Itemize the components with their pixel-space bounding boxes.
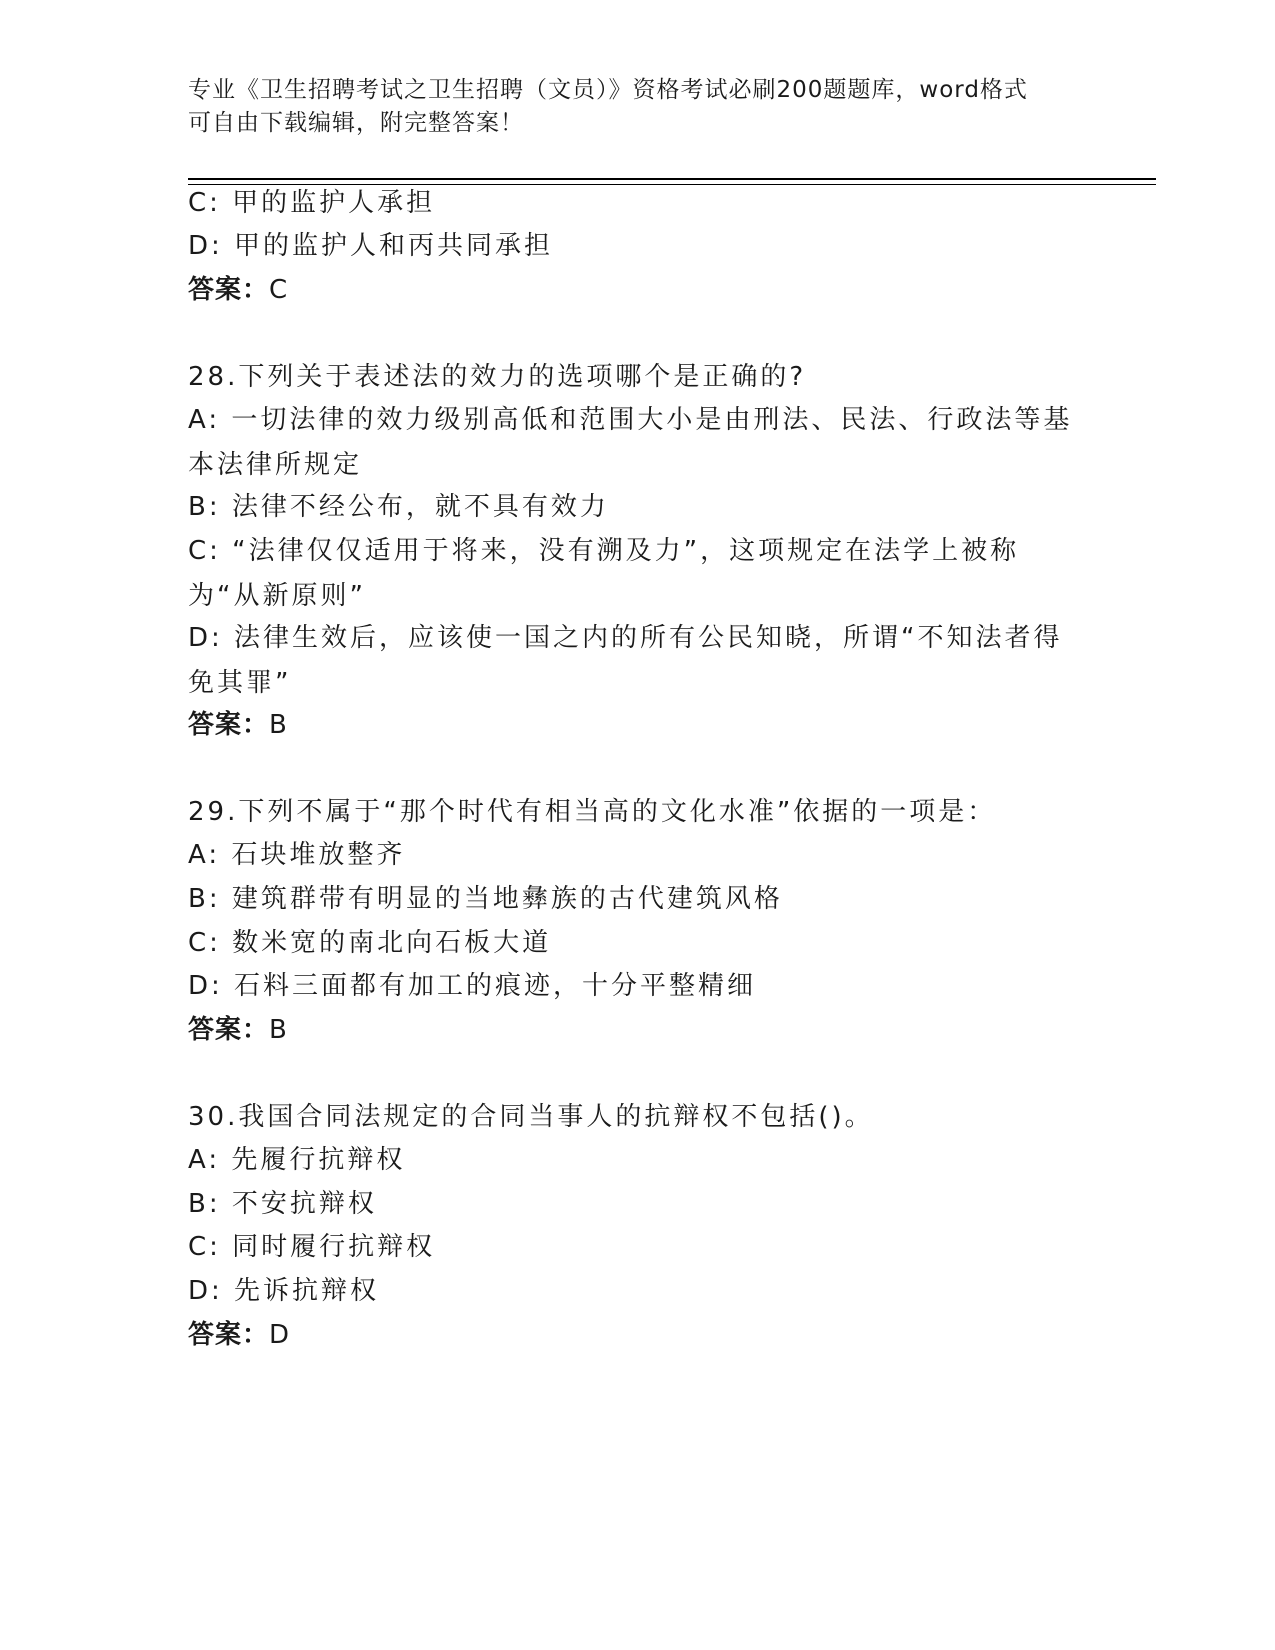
answer-label: 答案： [188,710,270,740]
q28-option-a: A: 一切法律的效力级别高低和范围大小是由刑法、民法、行政法等基本法律所规定 [188,405,1073,480]
q28-question: 28.下列关于表述法的效力的选项哪个是正确的? [188,362,807,392]
answer-label: 答案： [188,275,270,305]
q29-option-d: D: 石料三面都有加工的痕迹，十分平整精细 [188,971,757,1001]
page-header [188,74,1068,140]
answer-value: B [269,710,288,740]
header-line-2: 可自由下载编辑，附完整答案！ [188,110,524,136]
q29-answer [188,1013,288,1047]
q28-answer [188,708,288,742]
q29-question: 29.下列不属于“那个时代有相当高的文化水准”依据的一项是： [188,797,997,827]
answer-value: D [269,1320,291,1350]
q29-option-b: B: 建筑群带有明显的当地彝族的古代建筑风格 [188,884,783,914]
q30-question: 30.我国合同法规定的合同当事人的抗辩权不包括()。 [188,1102,874,1132]
q28-option-c: C: “法律仅仅适用于将来，没有溯及力”，这项规定在法学上被称为“从新原则” [188,536,1020,611]
q28-option-b: B: 法律不经公布，就不具有效力 [188,492,609,522]
q30-option-a: A: 先履行抗辩权 [188,1145,406,1175]
q30-answer [188,1318,290,1352]
q29-option-c: C: 数米宽的南北向石板大道 [188,928,552,958]
answer-value: C [269,275,289,305]
q30-option-d: D: 先诉抗辩权 [188,1276,380,1306]
answer-label: 答案： [188,1015,270,1045]
header-line-1: 专业《卫生招聘考试之卫生招聘（文员）》资格考试必刷200题题库，word格式 [188,77,1028,103]
q30-option-b: B: 不安抗辩权 [188,1189,377,1219]
header-divider-thick [188,178,1156,180]
q27-option-c: C: 甲的监护人承担 [188,188,436,218]
q30-option-c: C: 同时履行抗辩权 [188,1232,436,1262]
q27-option-d: D: 甲的监护人和丙共同承担 [188,231,554,261]
answer-value: B [269,1015,288,1045]
q28-option-d: D: 法律生效后，应该使一国之内的所有公民知晓，所谓“不知法者得免其罪” [188,623,1063,698]
q27-answer [188,273,288,307]
answer-label: 答案： [188,1320,270,1350]
header-divider-thin [188,184,1156,185]
q29-option-a: A: 石块堆放整齐 [188,840,406,870]
